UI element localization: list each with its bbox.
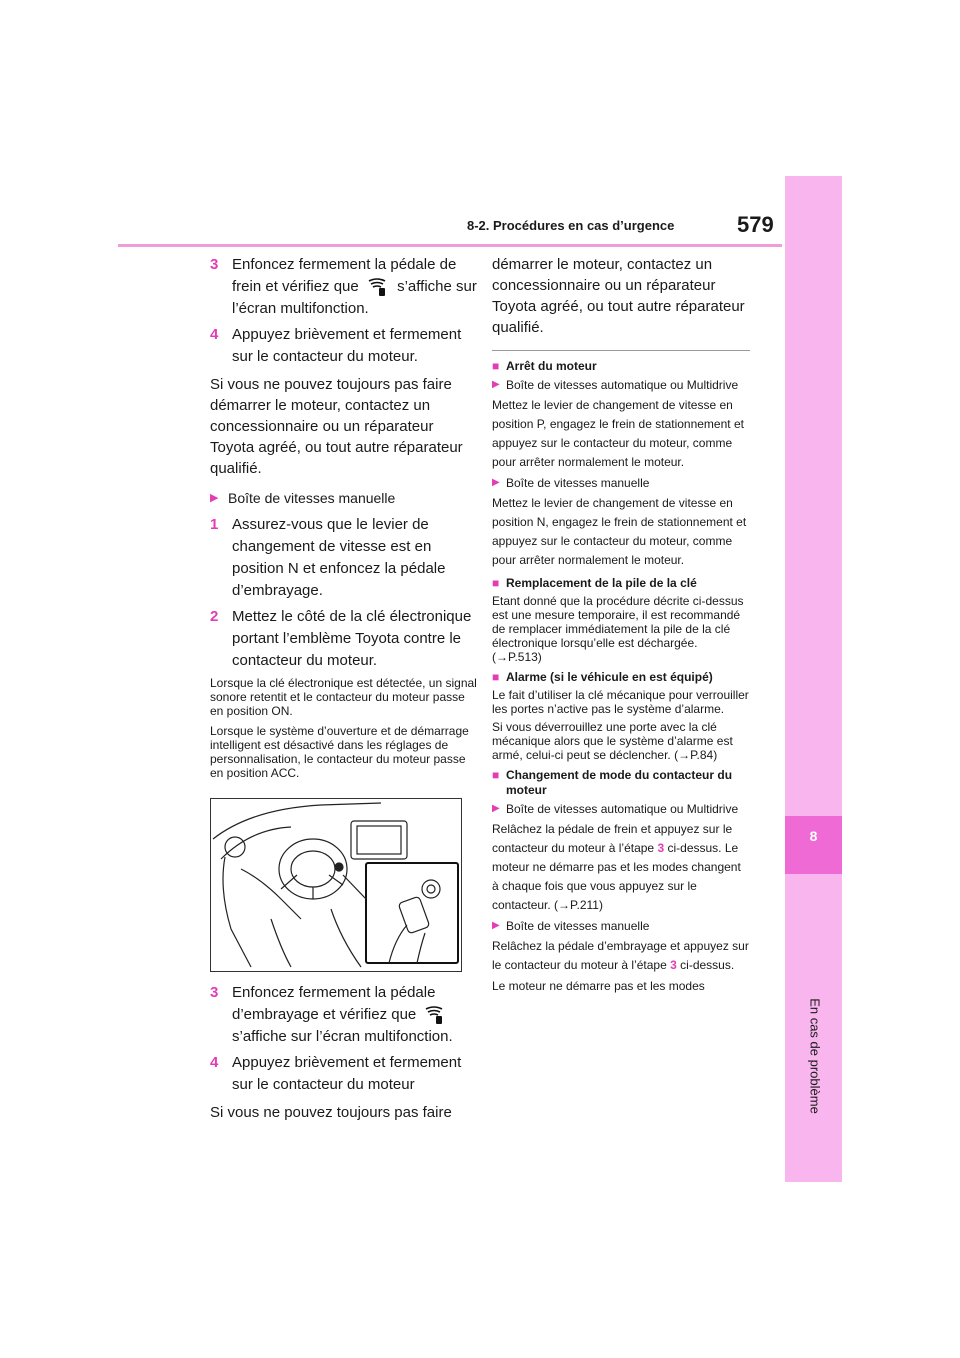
heading-engine-stop (492, 359, 750, 374)
step-2-key (210, 606, 478, 672)
page-number: 579 (737, 212, 774, 237)
chapter-side-tab (785, 176, 842, 1182)
sub-manual (492, 476, 750, 490)
heading-text: Remplacement de la pile de la clé (506, 576, 697, 590)
step-4-press (210, 324, 478, 368)
step-number: 4 (210, 326, 219, 343)
step-3-brake (210, 254, 478, 320)
sub-text: Boîte de vitesses automatique ou Multidrive (506, 802, 739, 816)
key-indicator-icon (363, 277, 393, 297)
step-number: 4 (210, 1054, 219, 1071)
step-3-clutch-check (210, 982, 478, 1048)
square-bullet-icon: ■ (492, 670, 500, 684)
sub-manual (492, 919, 750, 933)
chapter-number: 8 (809, 828, 818, 844)
step-number: 3 (210, 984, 219, 1001)
body-text: Mettez le levier de changement de vitesse en position P, engagez le frein de stationnement et appuyez sur le contacteur du moteur, comme pour arrêter normalement le moteur. (492, 398, 744, 469)
chapter-number-box (785, 816, 842, 874)
triangle-bullet-icon: ▶ (492, 803, 500, 814)
step-number: 3 (210, 256, 219, 273)
heading-alarm (492, 670, 750, 685)
step-text: Mettez le côté de la clé électronique portant l’emblème Toyota contre le contacteur du moteur. (232, 608, 472, 669)
manual-transmission-heading (210, 489, 478, 508)
step-text: Assurez-vous que le levier de changement de vitesse est en position N et enfoncez la pédale d’embrayage. (232, 516, 446, 599)
key-to-switch-illustration (210, 798, 462, 972)
step-1-clutch (210, 514, 478, 602)
chapter-label: En cas de problème (807, 998, 823, 1114)
step-text: Enfoncez fermement la pédale d’embrayage et vérifiez que (232, 984, 436, 1023)
key-indicator-icon (420, 1005, 450, 1025)
sub-automatic (492, 802, 750, 816)
body-text: Etant donné que la procédure décrite ci-dessus est une mesure temporaire, il est recommandé de remplacer immédiatement la pile de la clé électronique lorsqu’elle est déchargée. (→P.513) (492, 594, 744, 664)
right-column (492, 254, 750, 998)
note-paragraph: Lorsque la clé électronique est détectée, un signal sonore retentit et le contacteur du moteur passe en position ON. (210, 676, 477, 718)
body-text-part: Relâchez la pédale de frein et appuyez sur le contacteur du moteur à l’étape (492, 822, 733, 855)
triangle-bullet-icon: ▶ (210, 492, 219, 504)
body-text (492, 937, 750, 975)
step-4-press-manual (210, 1052, 478, 1096)
sub-automatic (492, 378, 750, 392)
note-paragraph: Lorsque le système d’ouverture et de démarrage intelligent est désactivé dans les réglages de personnalisation, le contacteur du moteur passe en position ACC. (210, 724, 469, 780)
body-paragraph: Si vous ne pouvez toujours pas faire démarrer le moteur, contactez un concessionnaire ou un réparateur Toyota agréé, ou tout autre réparateur qualifié. (210, 376, 463, 477)
sub-text: Boîte de vitesses manuelle (506, 476, 650, 490)
left-column (210, 254, 478, 1131)
body-text: Le moteur ne démarre pas et les modes (492, 979, 705, 993)
heading-battery (492, 576, 750, 591)
step-number: 1 (210, 516, 219, 533)
square-bullet-icon: ■ (492, 359, 500, 373)
body-paragraph: démarrer le moteur, contactez un concessionnaire ou un réparateur Toyota agréé, ou tout autre réparateur qualifié. (492, 256, 745, 336)
square-bullet-icon: ■ (492, 768, 500, 782)
body-text-part: ci-dessus. Le moteur ne démarre pas et les modes changent à chaque fois que vous appuyez sur le contacteur. (→P.211) (492, 841, 741, 912)
step-reference: 3 (657, 841, 665, 855)
step-text: Appuyez brièvement et fermement sur le contacteur du moteur (232, 1054, 462, 1093)
heading-mode-change (492, 768, 750, 798)
step-text: Enfoncez fermement la pédale de frein et vérifiez que (232, 256, 457, 295)
body-text-part: Relâchez la pédale d’embrayage et appuyez sur le contacteur du moteur à l’étape (492, 939, 749, 972)
sub-text: Boîte de vitesses automatique ou Multidrive (506, 378, 739, 392)
step-text: Appuyez brièvement et fermement sur le contacteur du moteur. (232, 326, 462, 365)
step-text-end: s’affiche sur l’écran multifonction. (232, 1028, 453, 1045)
step-reference: 3 (670, 958, 677, 972)
step-text-end: s’affiche sur l’écran multifonction. (232, 278, 477, 317)
triangle-bullet-icon: ▶ (492, 920, 500, 931)
divider (492, 350, 750, 351)
header-rule (118, 244, 782, 247)
heading-text: Arrêt du moteur (506, 359, 597, 373)
heading-text: Alarme (si le véhicule en est équipé) (506, 670, 713, 684)
heading-text: Changement de mode du contacteur du moteur (506, 768, 733, 797)
square-bullet-icon: ■ (492, 576, 500, 590)
triangle-bullet-icon: ▶ (492, 477, 500, 488)
body-text: Le fait d’utiliser la clé mécanique pour verrouiller les portes n’active pas le système d’alarme. (492, 688, 749, 716)
body-text: Si vous déverrouillez une porte avec la clé mécanique alors que le système d’alarme est armé, celui-ci peut se déclencher. (→P.84) (492, 720, 733, 762)
body-text (492, 820, 750, 915)
body-paragraph: Si vous ne pouvez toujours pas faire (210, 1104, 452, 1121)
section-title: 8-2. Procédures en cas d’urgence (467, 218, 675, 233)
body-text: Mettez le levier de changement de vitesse en position N, engagez le frein de stationnement et appuyez sur le contacteur du moteur, comme pour arrêter normalement le moteur. (492, 496, 747, 567)
step-number: 2 (210, 608, 219, 625)
body-text-part: ci-dessus. (680, 958, 735, 972)
sub-text: Boîte de vitesses manuelle (506, 919, 650, 933)
bullet-label: Boîte de vitesses manuelle (228, 490, 396, 506)
triangle-bullet-icon: ▶ (492, 379, 500, 390)
